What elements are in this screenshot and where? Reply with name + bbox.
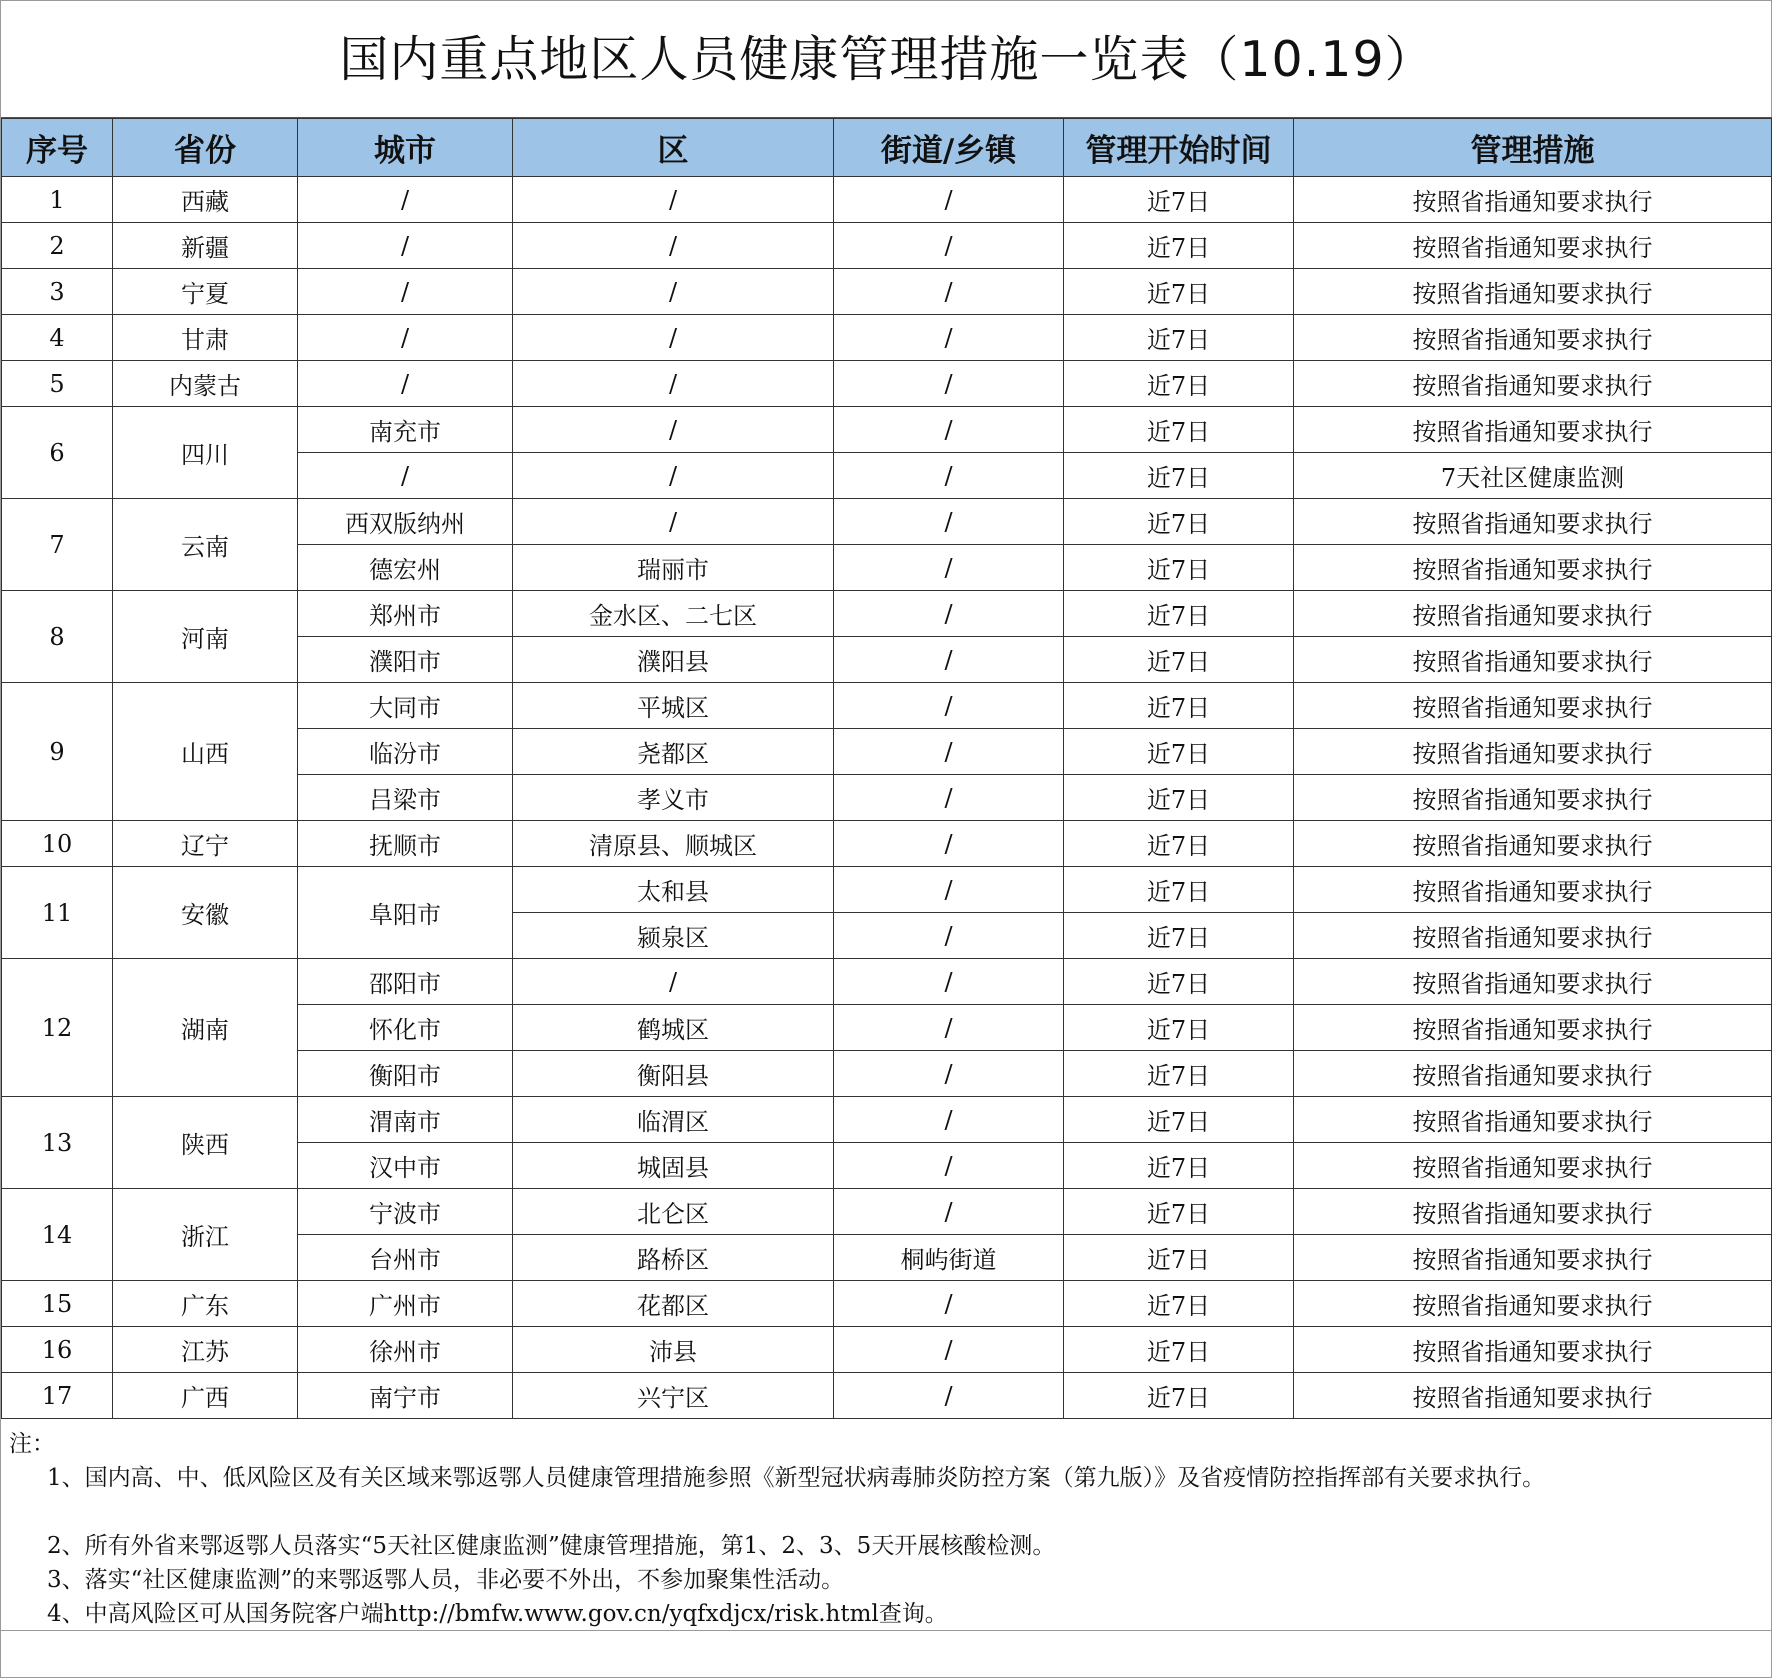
table-cell: 江苏: [113, 1327, 298, 1373]
table-cell: 11: [2, 867, 113, 959]
table-cell: 4: [2, 315, 113, 361]
table-cell: /: [834, 821, 1064, 867]
table-cell: 近7日: [1064, 775, 1294, 821]
table-cell: 8: [2, 591, 113, 683]
table-cell: 西藏: [113, 177, 298, 223]
table-cell: 13: [2, 1097, 113, 1189]
table-cell: 2: [2, 223, 113, 269]
table-cell: 12: [2, 959, 113, 1097]
table-cell: 按照省指通知要求执行: [1294, 1143, 1772, 1189]
table-cell: 近7日: [1064, 453, 1294, 499]
table-cell: 15: [2, 1281, 113, 1327]
table-cell: 衡阳市: [298, 1051, 513, 1097]
notes-heading: 注：: [9, 1431, 55, 1457]
table-row: [2, 591, 1772, 637]
table-row: [2, 821, 1772, 867]
table-cell: 按照省指通知要求执行: [1294, 1051, 1772, 1097]
table-cell: 按照省指通知要求执行: [1294, 315, 1772, 361]
table-cell: 按照省指通知要求执行: [1294, 1281, 1772, 1327]
table-cell: 近7日: [1064, 1373, 1294, 1419]
table-cell: 吕梁市: [298, 775, 513, 821]
table-cell: 清原县、顺城区: [513, 821, 834, 867]
table-row: [2, 407, 1772, 453]
note-3: 3、落实“社区健康监测”的来鄂返鄂人员，非必要不外出，不参加聚集性活动。: [47, 1567, 845, 1593]
table-cell: /: [834, 453, 1064, 499]
table-cell: 近7日: [1064, 1005, 1294, 1051]
table-cell: 5: [2, 361, 113, 407]
table-cell: 近7日: [1064, 1189, 1294, 1235]
table-cell: 按照省指通知要求执行: [1294, 499, 1772, 545]
table-cell: 按照省指通知要求执行: [1294, 407, 1772, 453]
table-cell: 按照省指通知要求执行: [1294, 959, 1772, 1005]
table-cell: 近7日: [1064, 637, 1294, 683]
table-cell: 按照省指通知要求执行: [1294, 177, 1772, 223]
header-row: [2, 119, 1772, 177]
header-start-time: 管理开始时间: [1064, 119, 1294, 177]
table-cell: 10: [2, 821, 113, 867]
table-row: [2, 315, 1772, 361]
table-cell: 广东: [113, 1281, 298, 1327]
table-cell: 山西: [113, 683, 298, 821]
table-cell: /: [298, 177, 513, 223]
table-cell: /: [834, 913, 1064, 959]
table-cell: /: [834, 269, 1064, 315]
table-cell: 阜阳市: [298, 867, 513, 959]
table-cell: /: [298, 453, 513, 499]
table-cell: 近7日: [1064, 683, 1294, 729]
table-cell: 辽宁: [113, 821, 298, 867]
table-cell: /: [834, 1281, 1064, 1327]
note-2: 2、所有外省来鄂返鄂人员落实“5天社区健康监测”健康管理措施，第1、2、3、5天开展核酸检测。: [47, 1533, 1056, 1559]
table-cell: 宁夏: [113, 269, 298, 315]
table-cell: 按照省指通知要求执行: [1294, 775, 1772, 821]
table-cell: 郑州市: [298, 591, 513, 637]
table-cell: 汉中市: [298, 1143, 513, 1189]
table-cell: 衡阳县: [513, 1051, 834, 1097]
table-cell: 近7日: [1064, 407, 1294, 453]
table-cell: 陕西: [113, 1097, 298, 1189]
table-cell: /: [513, 223, 834, 269]
table-cell: 17: [2, 1373, 113, 1419]
table-cell: 南充市: [298, 407, 513, 453]
table-cell: 6: [2, 407, 113, 499]
table-cell: /: [834, 683, 1064, 729]
table-cell: 浙江: [113, 1189, 298, 1281]
table-cell: /: [834, 959, 1064, 1005]
table-cell: 近7日: [1064, 1281, 1294, 1327]
table-cell: 按照省指通知要求执行: [1294, 821, 1772, 867]
table-cell: 近7日: [1064, 315, 1294, 361]
table-cell: 沛县: [513, 1327, 834, 1373]
table-row: [2, 683, 1772, 729]
table-cell: 大同市: [298, 683, 513, 729]
table-cell: 临渭区: [513, 1097, 834, 1143]
table-cell: 1: [2, 177, 113, 223]
table-cell: 孝义市: [513, 775, 834, 821]
table-cell: 按照省指通知要求执行: [1294, 729, 1772, 775]
table-cell: 按照省指通知要求执行: [1294, 683, 1772, 729]
table-cell: 西双版纳州: [298, 499, 513, 545]
table-cell: 湖南: [113, 959, 298, 1097]
table-row: [2, 1327, 1772, 1373]
table-cell: 广州市: [298, 1281, 513, 1327]
table-cell: /: [513, 315, 834, 361]
table-cell: /: [834, 1189, 1064, 1235]
table-cell: 3: [2, 269, 113, 315]
table-cell: 城固县: [513, 1143, 834, 1189]
table-cell: 濮阳县: [513, 637, 834, 683]
header-district: 区: [513, 119, 834, 177]
table-cell: /: [513, 499, 834, 545]
table-row: [2, 1097, 1772, 1143]
table-cell: 7: [2, 499, 113, 591]
table-row: [2, 959, 1772, 1005]
table-cell: /: [298, 223, 513, 269]
table-cell: 按照省指通知要求执行: [1294, 867, 1772, 913]
table-cell: 近7日: [1064, 269, 1294, 315]
header-street: 街道/乡镇: [834, 119, 1064, 177]
table-cell: /: [834, 499, 1064, 545]
table-cell: 路桥区: [513, 1235, 834, 1281]
table-cell: 近7日: [1064, 1143, 1294, 1189]
table-cell: /: [834, 361, 1064, 407]
table-cell: /: [298, 361, 513, 407]
table-cell: 16: [2, 1327, 113, 1373]
header-city: 城市: [298, 119, 513, 177]
table-row: [2, 223, 1772, 269]
table-cell: 抚顺市: [298, 821, 513, 867]
table-cell: 临汾市: [298, 729, 513, 775]
table-cell: 近7日: [1064, 1235, 1294, 1281]
table-cell: 邵阳市: [298, 959, 513, 1005]
table-cell: 近7日: [1064, 545, 1294, 591]
table-cell: 按照省指通知要求执行: [1294, 361, 1772, 407]
table-cell: 按照省指通知要求执行: [1294, 1005, 1772, 1051]
table-cell: 近7日: [1064, 361, 1294, 407]
table-cell: 近7日: [1064, 1327, 1294, 1373]
table-cell: /: [834, 591, 1064, 637]
notes-section: [1, 1419, 1772, 1631]
table-cell: 宁波市: [298, 1189, 513, 1235]
table-cell: 濮阳市: [298, 637, 513, 683]
table-cell: /: [834, 1327, 1064, 1373]
table-cell: /: [513, 453, 834, 499]
table-cell: /: [513, 361, 834, 407]
table-row: [2, 867, 1772, 913]
table-cell: 近7日: [1064, 223, 1294, 269]
table-cell: 按照省指通知要求执行: [1294, 1373, 1772, 1419]
table-cell: /: [834, 867, 1064, 913]
header-province: 省份: [113, 119, 298, 177]
table-cell: 按照省指通知要求执行: [1294, 1189, 1772, 1235]
table-cell: 近7日: [1064, 1051, 1294, 1097]
table-cell: /: [834, 177, 1064, 223]
table-cell: 内蒙古: [113, 361, 298, 407]
table-row: [2, 361, 1772, 407]
table-cell: /: [834, 1051, 1064, 1097]
table-cell: 桐屿街道: [834, 1235, 1064, 1281]
table-cell: /: [834, 775, 1064, 821]
table-row: [2, 1281, 1772, 1327]
table-cell: /: [834, 315, 1064, 361]
table-cell: 按照省指通知要求执行: [1294, 637, 1772, 683]
table-cell: 甘肃: [113, 315, 298, 361]
table-cell: 北仑区: [513, 1189, 834, 1235]
table-cell: 安徽: [113, 867, 298, 959]
table-cell: 14: [2, 1189, 113, 1281]
table-row: [2, 1373, 1772, 1419]
table-cell: 台州市: [298, 1235, 513, 1281]
table-cell: 按照省指通知要求执行: [1294, 1097, 1772, 1143]
table-cell: 南宁市: [298, 1373, 513, 1419]
table-cell: 近7日: [1064, 959, 1294, 1005]
note-1: 1、国内高、中、低风险区及有关区域来鄂返鄂人员健康管理措施参照《新型冠状病毒肺炎防控方案（第九版）》及省疫情防控指挥部有关要求执行。: [47, 1465, 1546, 1491]
table-cell: 鹤城区: [513, 1005, 834, 1051]
table-cell: /: [513, 177, 834, 223]
table-cell: /: [834, 637, 1064, 683]
table-cell: /: [513, 407, 834, 453]
table-cell: 近7日: [1064, 729, 1294, 775]
table-cell: 云南: [113, 499, 298, 591]
table-cell: 近7日: [1064, 591, 1294, 637]
header-index: 序号: [2, 119, 113, 177]
table-cell: 按照省指通知要求执行: [1294, 545, 1772, 591]
table-cell: 近7日: [1064, 1097, 1294, 1143]
table-cell: 广西: [113, 1373, 298, 1419]
table-cell: /: [298, 315, 513, 361]
table-cell: 按照省指通知要求执行: [1294, 913, 1772, 959]
table-cell: 按照省指通知要求执行: [1294, 1235, 1772, 1281]
table-cell: 花都区: [513, 1281, 834, 1327]
table-cell: 渭南市: [298, 1097, 513, 1143]
table-cell: /: [834, 223, 1064, 269]
page-title: 国内重点地区人员健康管理措施一览表（10.19）: [1, 1, 1772, 118]
table-cell: 按照省指通知要求执行: [1294, 269, 1772, 315]
table-row: [2, 269, 1772, 315]
table-cell: 近7日: [1064, 913, 1294, 959]
table-cell: 四川: [113, 407, 298, 499]
table-cell: 尧都区: [513, 729, 834, 775]
table-cell: /: [513, 269, 834, 315]
table-cell: 金水区、二七区: [513, 591, 834, 637]
table-row: [2, 177, 1772, 223]
table-cell: 9: [2, 683, 113, 821]
table-cell: 7天社区健康监测: [1294, 453, 1772, 499]
table-cell: /: [834, 1097, 1064, 1143]
table-cell: /: [513, 959, 834, 1005]
table-cell: 平城区: [513, 683, 834, 729]
table-cell: 近7日: [1064, 499, 1294, 545]
table-cell: 兴宁区: [513, 1373, 834, 1419]
table-row: [2, 1189, 1772, 1235]
table-cell: 怀化市: [298, 1005, 513, 1051]
table-cell: 近7日: [1064, 177, 1294, 223]
table-cell: /: [834, 1373, 1064, 1419]
note-4: 4、中高风险区可从国务院客户端http://bmfw.www.gov.cn/yqfxdjcx/risk.html查询。: [47, 1601, 948, 1627]
table-cell: 按照省指通知要求执行: [1294, 591, 1772, 637]
header-measure: 管理措施: [1294, 119, 1772, 177]
table-cell: /: [834, 545, 1064, 591]
table-cell: /: [834, 407, 1064, 453]
table-cell: 按照省指通知要求执行: [1294, 1327, 1772, 1373]
table-row: [2, 499, 1772, 545]
table-cell: /: [298, 269, 513, 315]
table-cell: /: [834, 729, 1064, 775]
table-body: [2, 177, 1772, 1419]
table-cell: /: [834, 1005, 1064, 1051]
table-cell: /: [834, 1143, 1064, 1189]
table-cell: 河南: [113, 591, 298, 683]
table-cell: 按照省指通知要求执行: [1294, 223, 1772, 269]
table-cell: 近7日: [1064, 821, 1294, 867]
table-cell: 德宏州: [298, 545, 513, 591]
table-cell: 新疆: [113, 223, 298, 269]
table-cell: 颍泉区: [513, 913, 834, 959]
table-cell: 徐州市: [298, 1327, 513, 1373]
table-cell: 瑞丽市: [513, 545, 834, 591]
table-cell: 太和县: [513, 867, 834, 913]
table-cell: 近7日: [1064, 867, 1294, 913]
measures-table: [1, 118, 1772, 1419]
